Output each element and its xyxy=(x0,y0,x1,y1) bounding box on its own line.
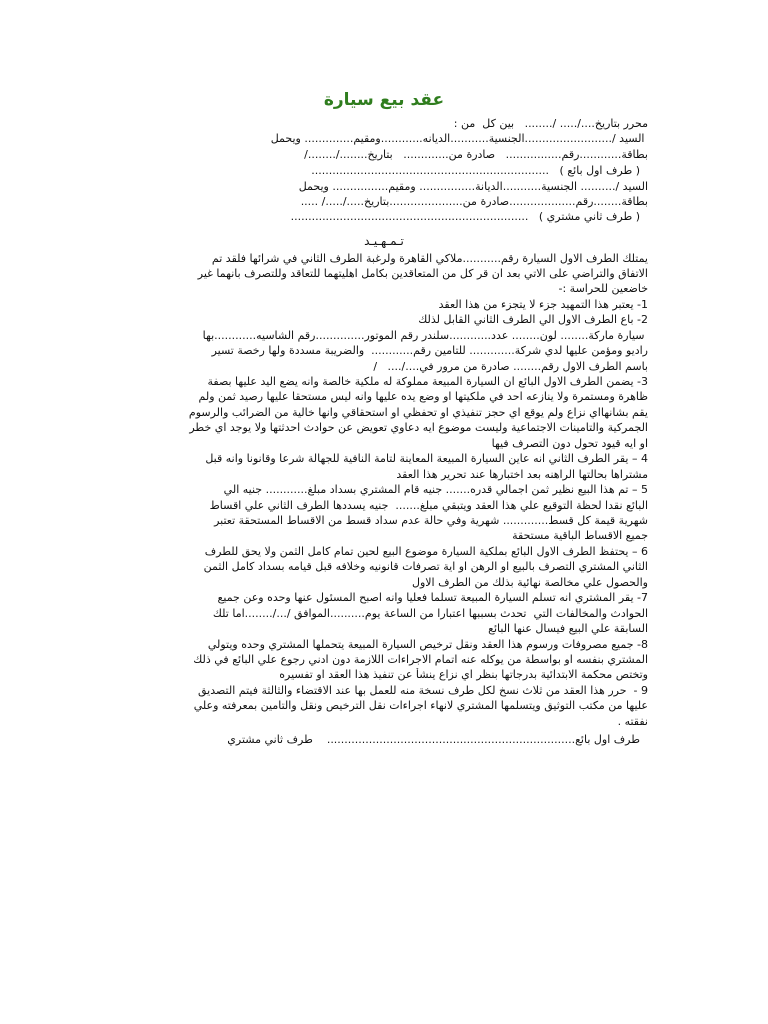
body-line: 2- باع الطرف الاول الي الطرف الثاني القابل لذلك xyxy=(418,313,648,326)
body-line: عليها من مكتب التوثيق ويتسلمها المشتري لانهاء اجراءات نقل الترخيص ونقل والتامين بمعرفته وعلي xyxy=(193,699,648,712)
body-line: ظاهرة ومستمرة ولا ينازعه احد في ملكيتها او وضع يده عليها وانه ليس مستحقا عليها رصيد ثمن ولم xyxy=(198,390,648,403)
body-line: سيارة ماركة........ لون........ عدد............سلندر رقم الموتور..............رقم الشاسيه............بها xyxy=(202,329,648,342)
body-line: يقم بشانهااي نزاع ولم يوقع اي حجز تنفيذي او تحفظي او استحقاقي وانها خالية من الضرائب والرسوم xyxy=(188,406,648,419)
body-line: باسم الطرف الاول رقم........ صادرة من مرور في..../.... / xyxy=(373,360,648,373)
body-line: السابقة علي البيع فيسال عنها البائع xyxy=(488,622,648,635)
body-line: والحصول علي مخالصة نهائية بذلك من الطرف الاول xyxy=(411,576,648,589)
body-line: الاتفاق والتراضي على الاتي بعد ان قر كل من المتعاقدين بكامل اهليتهما للتعاقد وللتصرف بانهما غير xyxy=(197,267,648,280)
body-line: نفقته . xyxy=(617,715,648,728)
body-line: 5 – تم هذا البيع نظير ثمن اجمالي قدره....... جنيه قام المشتري بسداد مبلغ............ جنيه الي xyxy=(223,483,648,496)
body-line: المشتري بنفسه او بواسطة من يوكله عنه اتمام الاجراءات اللازمة دون ادني رجوع علي البائع في ذلك xyxy=(193,653,648,666)
body-line: 9 - حرر هذا العقد من ثلاث نسخ لكل طرف نسخة منه للعمل بها عند الاقتضاء والثالثة فيتم التصديق xyxy=(197,684,648,697)
signature-line: طرف اول بائع....................................................................... طرف ثاني مشتري xyxy=(227,733,640,746)
body-line: 4 – يقر الطرف الثاني انه عاين السيارة المبيعة المعاينة لتامة النافية للجهالة شرعا وقانونا وانه قبل xyxy=(205,452,648,465)
body-line: الثاني المشتري التصرف بالبيع او الرهن او اية تصرفات قانونيه وخلافه قبل قيامه بسداد كامل الثمن xyxy=(203,560,648,573)
body-line: 3- يضمن الطرف الاول البائع ان السيارة المبيعة مملوكة له ملكية خالصة وانه يضع اليد عليها بصفة xyxy=(207,375,648,388)
page-title: عقد بيع سيارة xyxy=(323,90,445,110)
section-heading: تـمـهـيـد xyxy=(364,234,404,248)
preamble-line: ( طرف اول بائع ) .................................................................... xyxy=(311,164,640,177)
preamble-line: السيد /.......... الجنسية...........الديانة................ ومقيم................ ويحمل xyxy=(298,180,648,193)
body-line: 6 – يحتفظ الطرف الاول البائع بملكية السيارة موضوع البيع لحين تمام كامل الثمن ولا يحق للطرف xyxy=(204,545,648,558)
body-line: الحوادث والمخالفات التي تحدث بسببها اعتبارا من الساعة يوم..........الموافق /.../........اما تلك xyxy=(212,607,648,620)
body-line: 8- جميع مصروفات ورسوم هذا العقد ونقل ترخيص السيارة المبيعة يتحملها المشتري وحده ويتولي xyxy=(207,638,648,651)
preamble-line: ( طرف ثاني مشتري ) .................................................................... xyxy=(290,210,640,223)
preamble-line: بطاقة............رقم................ صادرة من............. بتاريخ......../......../ xyxy=(304,148,648,161)
body-line: راديو ومؤمن عليها لدي شركة............. للتامين رقم............ والضريبة مسددة ولها رخصة تسير xyxy=(211,344,648,357)
body-line: الجمركية والتامينات الاجتماعية وليست موضوع ايه دعاوي تعويض عن حوادث احدثتها ولا يوجد اي خطر xyxy=(189,421,648,434)
body-line: يمتلك الطرف الاول السيارة رقم...........ملاكي القاهرة ولرغبة الطرف الثاني في شرائها فلقد تم xyxy=(211,252,648,265)
preamble-line: السيد /.........................الجنسية...........الديانه............ومقيم.............. ويحمل xyxy=(270,132,648,145)
body-line: 1- يعتبر هذا التمهيد جزء لا يتجزء من هذا العقد xyxy=(438,298,648,311)
body-line: جميع الاقساط الباقية مستحقة xyxy=(512,529,648,542)
preamble-line: بطاقة........رقم...................صادرة من.....................بتاريخ...../...../ ..... xyxy=(300,195,648,208)
body-line: مشتراها بحالتها الراهنه بعد اختبارها عند تحرير هذا العقد xyxy=(396,468,648,481)
body-line: او ايه قيود تحول دون التصرف فيها xyxy=(491,437,648,450)
preamble-line: محرر بتاريخ..../..... /........ بين كل من : xyxy=(453,117,648,130)
body-line: شهرية قيمة كل قسط............. شهرية وفي حالة عدم سداد قسط من الاقساط المستحقة تعتبر xyxy=(214,514,648,527)
body-line: وتختص محكمة الابتدائية بدرجاتها بنظر اي نزاع ينشأ عن تنفيذ هذا العقد او تفسيره xyxy=(279,668,648,681)
body-line: خاضعين للحراسة :- xyxy=(558,282,648,295)
body-line: البائع نقدا لحظة التوقيع علي هذا العقد ويتبقي مبلغ....... جنيه يسددها الطرف الثاني علي اقساط xyxy=(209,499,648,512)
body-line: 7- يقر المشتري انه تسلم السيارة المبيعة تسلما فعليا وانه اصبح المسئول عنها وحده وعن جميع xyxy=(217,591,648,604)
